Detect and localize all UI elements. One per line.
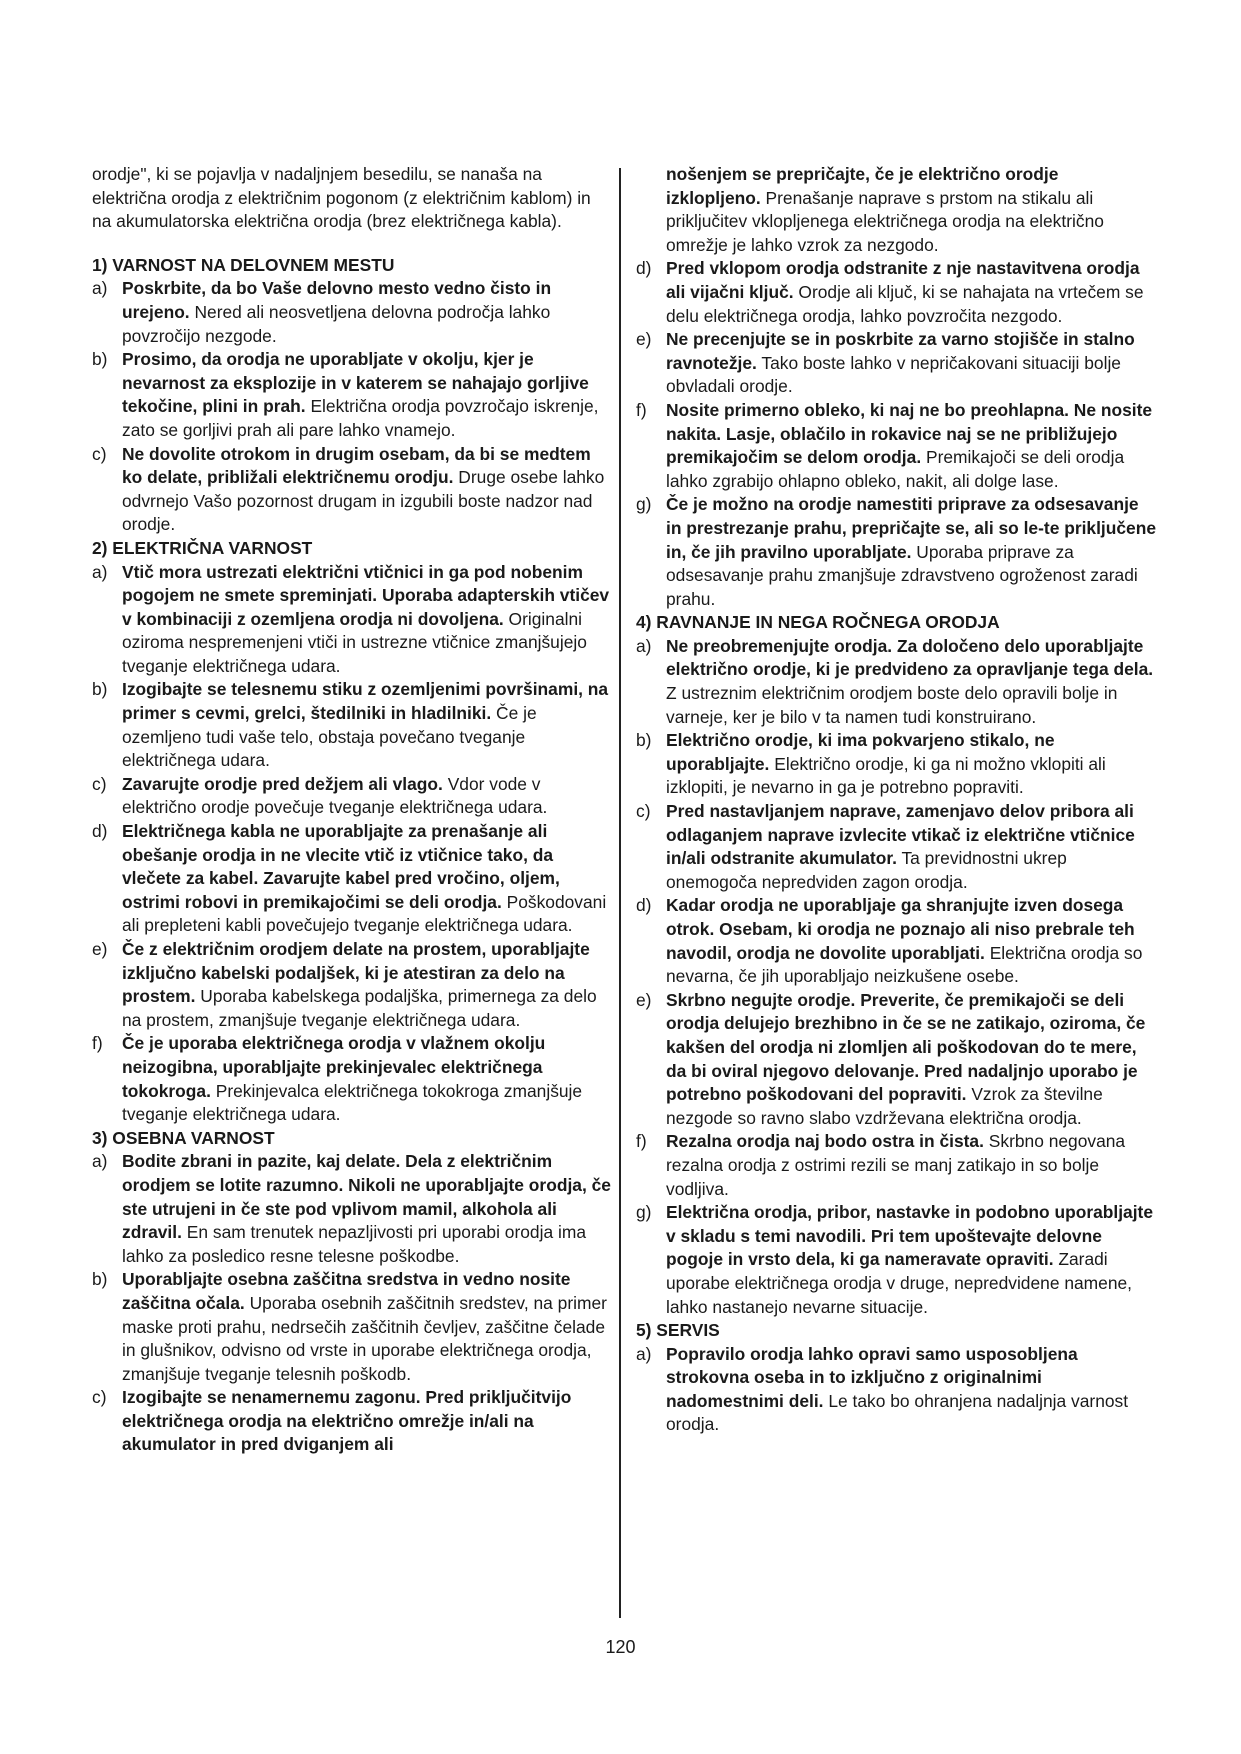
column-divider [619,168,621,1618]
section-heading-5: 5) SERVIS [636,1320,720,1341]
list-item: g) Električna orodja, pribor, nastavke in podobno uporabljajte v skladu s temi navodili. Pri tem upoštevajte delovne pogoje in vrsto dela, ki ga nameravate opraviti. Zaradi uporabe električnega orodja v druge, nepredvidene namene, lahko nastanejo nevarne situacije. [636,1202,1154,1317]
list-item: a) Vtič mora ustrezati električni vtičnici in ga pod nobenim pogojem ne smete spreminjati. Uporaba adapterskih vtičev v kombinaciji z ozemljena orodja ni dovoljena. Originalni oziroma nespremenjeni vtiči in ustrezne vtičnice zmanjšujejo tveganje električnega udara. [92,561,610,676]
list-item: b) Električno orodje, ki ima pokvarjeno stikalo, ne uporabljajte. Električno orodje, ki ga ni možno vklopiti ali izklopiti, je nevarno in ga je potrebno popraviti. [636,730,1106,798]
list-item: f) Rezalna orodja naj bodo ostra in čista. Skrbno negovana rezalna orodja z ostrimi rezili se manj zatikajo in so bolje vodljiva. [636,1131,1126,1199]
list-item: a) Poskrbite, da bo Vaše delovno mesto vedno čisto in urejeno. Nered ali neosvetljena delovna področja lahko povzročijo nezgode. [92,278,552,346]
left-column [92,163,612,1457]
list-item: c) Pred nastavljanjem naprave, zamenjavo delov pribora ali odlaganjem naprave izvlecite vtikač iz električne vtičnice in/ali odstranite akumulator. Ta previdnostni ukrep onemogoča nepredviden zagon orodja. [636,801,1135,892]
section-heading-3: 3) OSEBNA VARNOST [92,1127,275,1148]
list-item: f) Nosite primerno obleko, ki naj ne bo preohlapna. Ne nosite nakita. Lasje, oblačilo in rokavice naj se ne približujejo premikajočim se delom orodja. Premikajoči se deli orodja lahko zgrabijo ohlapno obleko, nakit, ali dolge lase. [636,399,1153,491]
section-heading-2: 2) ELEKTRIČNA VARNOST [92,537,313,558]
list-item: e) Skrbno negujte orodje. Preverite, če premikajoči se deli orodja delujejo brezhibno in če se ne zatikajo, oziroma, če kakšen del orodja ni zlomljen ali poškodovan do te mere, da bi oviral njegovo delovanje. Pred nadaljnjo uporabo je potrebno poškodovani del popraviti. Vzrok za številne nezgode so ravno slabo vzdrževana električna orodja. [636,989,1146,1128]
page-number: 120 [605,1637,636,1657]
list-item: d) Električnega kabla ne uporabljajte za prenašanje ali obešanje orodja in ne vlecite vtič iz vtičnice tako, da vlečete za kabel. Zavarujte kabel pred vročino, oljem, ostrimi robovi in premikajočimi se deli orodja. Poškodovani ali prepleteni kabli povečujejo tveganje električnega udara. [92,821,607,936]
list-item: c) Ne dovolite otrokom in drugim osebam, da bi se medtem ko delate, približali električnemu orodju. Druge osebe lahko odvrnejo Vašo pozornost drugam in izgubili boste nadzor nad orodje. [92,443,605,535]
intro-paragraph: orodje", ki se pojavlja v nadaljnjem besedilu, se nanaša na električna orodja z električnim pogonom (z električnim kablom) in na akumulatorska električna orodja (brez električnega kabla). [92,164,591,232]
list-item: d) Pred vklopom orodja odstranite z nje nastavitvena orodja ali vijačni ključ. Orodje ali ključ, ki se nahajata na vrtečem se delu električnega orodja, lahko povzročita nezgodo. [636,258,1144,326]
list-item: c) Izogibajte se nenamernemu zagonu. Pred priključitvijo električnega orodja na električno omrežje in/ali na akumulator in pred dviganjem ali [92,1387,572,1455]
section-heading-4: 4) RAVNANJE IN NEGA ROČNEGA ORODJA [636,612,1000,633]
list-item: e) Če z električnim orodjem delate na prostem, uporabljajte izključno kabelski podaljšek, ki je atestiran za delo na prostem. Uporaba kabelskega podaljška, primernega za delo na prostem, zmanjšuje tveganje električnega udara. [92,939,597,1030]
right-column [636,163,1156,1437]
list-item: f) Če je uporaba električnega orodja v vlažnem okolju neizogibna, uporabljajte prekinjevalec električnega tokokroga. Prekinjevalca električnega tokokroga zmanjšuje tveganje električnega udara. [92,1033,583,1125]
section-heading-1: 1) VARNOST NA DELOVNEM MESTU [92,254,395,275]
list-item: b) Prosimo, da orodja ne uporabljate v okolju, kjer je nevarnost za eksplozije in v katerem se nahajajo gorljive tekočine, plini in prah. Električna orodja povzročajo iskrenje, zato se gorljivi prah ali pare lahko vnamejo. [92,349,599,440]
list-item: b) Izogibajte se telesnemu stiku z ozemljenimi površinami, na primer s cevmi, grelci, štedilniki in hladilniki. Če je ozemljeno tudi vaše telo, obstaja povečano tveganje električnega udara. [92,679,609,771]
list-item: a) Ne preobremenjujte orodja. Za določeno delo uporabljajte električno orodje, ki je predvideno za opravljanje tega dela. Z ustreznim električnim orodjem boste delo opravili bolje in varneje, ker je bilo v ta namen tudi konstruirano. [636,635,1154,727]
list-item: b) Uporabljajte osebna zaščitna sredstva in vedno nosite zaščitna očala. Uporaba osebnih zaščitnih sredstev, na primer maske proti prahu, nedrsečih zaščitnih čevljev, zaščitne čelade in glušnikov, odvisno od vrste in uporabe električnega orodja, zmanjšuje tveganje telesnih poškodb. [92,1269,607,1384]
list-item: e) Ne precenjujte se in poskrbite za varno stojišče in stalno ravnotežje. Tako boste lahko v nepričakovani situaciji bolje obvladali orodje. [636,329,1135,397]
list-item: g) Če je možno na orodje namestiti priprave za odsesavanje in prestrezanje prahu, prepričajte se, ali so le-te priključene in, če jih pravilno uporabljate. Uporaba priprave za odsesavanje prahu zmanjšuje zdravstveno ogroženost zaradi prahu. [636,494,1157,609]
list-item: c) Zavarujte orodje pred dežjem ali vlago. Vdor vode v električno orodje povečuje tveganje električnega udara. [92,773,548,818]
list-item-continued: nošenjem se prepričajte, če je električno orodje izklopljeno. Prenašanje naprave s prstom na stikalu ali priključitev vklopljenega električnega orodja na električno omrežje je lahko vzrok za nezgodo. [666,164,1104,255]
list-item: a) Popravilo orodja lahko opravi samo usposobljena strokovna oseba in to izključno z originalnimi nadomestnimi deli. Le tako bo ohranjena nadaljnja varnost orodja. [636,1343,1129,1435]
list-item: d) Kadar orodja ne uporabljaje ga shranjujte izven dosega otrok. Osebam, ki orodja ne poznajo ali niso prebrale teh navodil, orodja ne dovolite uporabljati. Električna orodja so nevarna, če jih uporabljajo neizkušene osebe. [636,895,1143,987]
list-item: a) Bodite zbrani in pazite, kaj delate. Dela z električnim orodjem se lotite razumno. Nikoli ne uporabljajte orodja, če ste utrujeni in če ste pod vplivom mamil, alkohola ali zdravil. En sam trenutek nepazljivosti pri uporabi orodja ima lahko za posledico resne telesne poškodbe. [92,1151,611,1266]
